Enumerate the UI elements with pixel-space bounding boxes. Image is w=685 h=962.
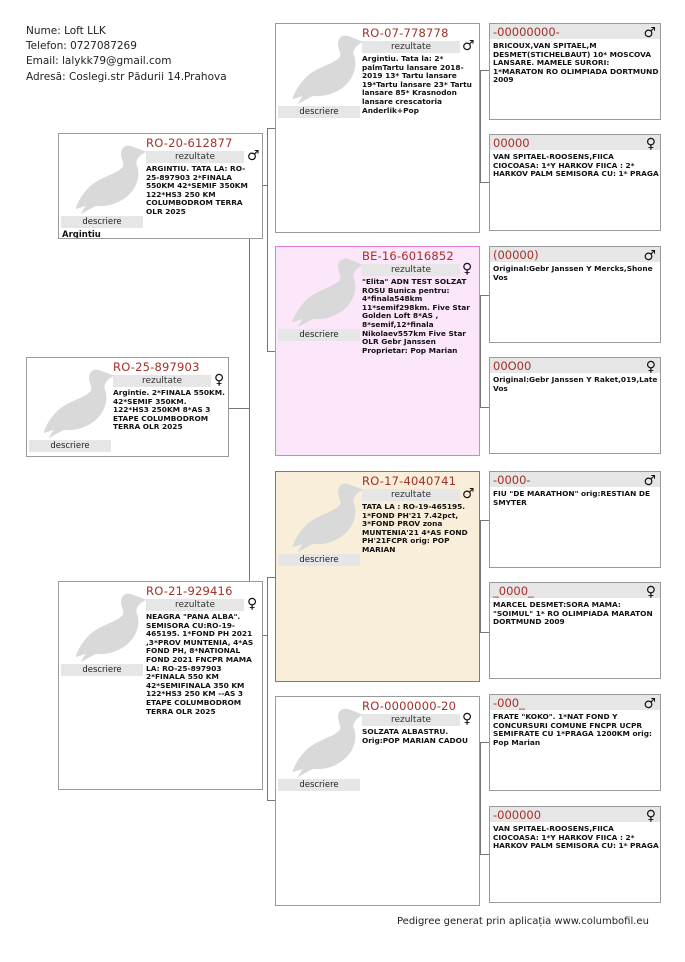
great-grandparent-card[interactable] (489, 357, 661, 454)
ring-number[interactable]: _0000_ (493, 584, 534, 598)
owner-info (26, 24, 227, 85)
male-icon: ♂ (643, 696, 656, 712)
ring-number[interactable]: RO-17-4040741 (362, 474, 457, 488)
male-icon: ♂ (462, 38, 475, 54)
pigeon-info: VAN SPITAEL-ROOSENS,FIICA CIOCOASA: 1*Y HARKOV FIICA : 2* HARKOV PALM SEMISORA CU: 1* PRAGA (493, 824, 659, 851)
ring-number[interactable]: RO-07-778778 (362, 26, 449, 40)
grandsire-maternal-card[interactable] (275, 471, 480, 682)
connector (229, 408, 249, 409)
connector (249, 185, 250, 635)
pigeon-info: VAN SPITAEL-ROOSENS,FIICA CIOCOASA: 1*Y HARKOV FIICA : 2* HARKOV PALM SEMISORA CU: 1* PRAGA (493, 152, 659, 179)
owner-phone: Telefon: 0727087269 (26, 40, 137, 53)
great-grandparent-card[interactable] (489, 246, 661, 343)
male-icon: ♂ (247, 148, 260, 164)
description-button[interactable]: descriere (278, 106, 360, 118)
granddam-maternal-card[interactable] (275, 696, 480, 906)
pigeon-info: Original:Gebr Janssen Y Mercks,Shone Vos (493, 264, 653, 282)
owner-name: Nume: Loft LLK (26, 25, 106, 37)
female-icon: ♀ (645, 808, 656, 824)
ring-number[interactable]: RO-20-612877 (146, 136, 233, 150)
results-button[interactable]: rezultate (146, 599, 244, 611)
pigeon-info: Original:Gebr Janssen Y Raket,019,Late Vos (493, 375, 658, 393)
pigeon-info: TATA LA : RO-19-465195. 1*FOND PH'21 7.42pct, 3*FOND PROV zona MUNTENIA'21 4*AS FOND PH'21FCPR orig: POP MARIAN (362, 502, 468, 554)
connector (267, 800, 275, 801)
connector (480, 182, 489, 183)
female-icon: ♀ (247, 596, 258, 612)
pigeon-info: SOLZATA ALBASTRU. Orig:POP MARIAN CADOU (362, 727, 468, 745)
ring-number[interactable]: 00000 (493, 136, 530, 150)
connector (480, 70, 489, 71)
description-button[interactable]: descriere (278, 554, 360, 566)
female-icon: ♀ (462, 261, 473, 277)
great-grandparent-card[interactable] (489, 694, 661, 791)
connector (480, 295, 489, 296)
ring-number[interactable]: (00000) (493, 248, 539, 262)
pigeon-info: Argintie. 2*FINALA 550KM. 42*SEMIF 350KM. 122*HS3 250KM 8*AS 3 ETAPE COLUMBODROM TERRA OLR 2025 (113, 388, 225, 432)
connector (480, 632, 489, 633)
connector (480, 742, 489, 743)
ring-number[interactable]: -00000000- (493, 25, 560, 39)
female-icon: ♀ (645, 584, 656, 600)
pigeon-info: BRICOUX,VAN SPITAEL,M DESMET(STICHELBAUT) 10* MOSCOVA LANSARE. MAMELE SURORI: 1*MARATON RO OLIMPIADA DORTMUND 2009 (493, 41, 659, 85)
female-icon: ♀ (214, 372, 225, 388)
ring-number[interactable]: 00O00 (493, 359, 532, 373)
footer-credit: Pedigree generat prin aplicația www.columbofil.eu (397, 916, 649, 927)
connector (267, 128, 268, 351)
pigeon-info: MARCEL DESMET:SORA MAMA: "SOIMUL" 1* RO OLIMPIADA MARATON DORTMUND 2009 (493, 600, 653, 627)
pigeon-info: ARGINTIU. TATA LA: RO-25-897903 2*FINALA 550KM 42*SEMIF 350KM 122*HS3 250 KM COLUMBODROM TERRA OLR 2025 (146, 164, 248, 216)
ring-number[interactable]: -000_ (493, 696, 525, 710)
color-label: Argintiu (62, 230, 101, 239)
connector (480, 295, 481, 407)
male-icon: ♂ (643, 248, 656, 264)
male-icon: ♂ (462, 486, 475, 502)
pigeon-info: FIU "DE MARATHON" orig:RESTIAN DE SMYTER (493, 489, 651, 507)
grandsire-paternal-card[interactable] (275, 23, 480, 233)
pigeon-info: Argintiu. Tata la: 2* palmTartu lansare 2018-2019 13* Tartu lansare 19*Tartu lansare 23* Tartu lansare 85* Krasnodon lansare crescatoria Anderlik+Pop (362, 54, 472, 115)
description-button[interactable]: descriere (278, 329, 360, 341)
connector (267, 351, 275, 352)
great-grandparent-card[interactable] (489, 23, 661, 120)
great-grandparent-card[interactable] (489, 471, 661, 568)
male-icon: ♂ (643, 25, 656, 41)
owner-address: Adresă: Coslegi.str Pădurii 14.Prahova (26, 70, 227, 83)
subject-card[interactable] (26, 357, 229, 457)
connector (480, 520, 489, 521)
connector (480, 407, 489, 408)
pigeon-info: "Elita" ADN TEST SOLZAT ROSU Bunica pentru: 4*finala548km 11*semif298km. Five Star Golden Loft 8*AS , 8*semif,12*finala Nikolaev557km Five Star OLR Gebr Janssen Proprietar: Pop Marian (362, 277, 470, 355)
female-icon: ♀ (462, 711, 473, 727)
connector (480, 854, 489, 855)
pigeon-info: NEAGRA "PANA ALBA". SEMISORA CU:RO-19-465195. 1*FOND PH 2021 ,3*PROV MUNTENIA, 4*AS FOND PH, 8*NATIONAL FOND 2021 FNCPR MAMA LA: RO-25-897903 2*FINALA 550 KM 42*SEMIFINALA 350 KM 122*HS3 250 KM --AS 3 ETAPE COLUMBODROM TERRA OLR 2025 (146, 612, 254, 716)
description-button[interactable]: descriere (61, 664, 143, 676)
female-icon: ♀ (645, 136, 656, 152)
results-button[interactable]: rezultate (362, 489, 460, 501)
results-button[interactable]: rezultate (113, 375, 211, 387)
results-button[interactable]: rezultate (146, 151, 244, 163)
granddam-paternal-card[interactable] (275, 246, 480, 456)
dam-card[interactable] (58, 581, 263, 790)
ring-number[interactable]: -0000- (493, 473, 531, 487)
sire-card[interactable] (58, 133, 263, 239)
connector (480, 742, 481, 854)
description-button[interactable]: descriere (278, 779, 360, 791)
owner-email: Email: lalykk79@gmail.com (26, 55, 172, 68)
connector (480, 520, 481, 632)
male-icon: ♂ (643, 473, 656, 489)
connector (267, 577, 268, 800)
results-button[interactable]: rezultate (362, 714, 460, 726)
connector (267, 577, 275, 578)
ring-number[interactable]: BE-16-6016852 (362, 249, 454, 263)
ring-number[interactable]: RO-0000000-20 (362, 699, 457, 713)
description-button[interactable]: descriere (61, 216, 143, 228)
ring-number[interactable]: RO-21-929416 (146, 584, 233, 598)
ring-number[interactable]: -000000 (493, 808, 542, 822)
description-button[interactable]: descriere (29, 440, 111, 452)
ring-number[interactable]: RO-25-897903 (113, 360, 200, 374)
connector (480, 70, 481, 182)
great-grandparent-card[interactable] (489, 806, 661, 903)
great-grandparent-card[interactable] (489, 582, 661, 679)
results-button[interactable]: rezultate (362, 264, 460, 276)
female-icon: ♀ (645, 359, 656, 375)
results-button[interactable]: rezultate (362, 41, 460, 53)
connector (267, 128, 275, 129)
great-grandparent-card[interactable] (489, 134, 661, 231)
pigeon-info: FRATE "KOKO". 1*NAT FOND Y CONCURSURI COMUNE FNCPR UCPR SEMIFRATE CU 1*PRAGA 1200KM orig: Pop Marian (493, 712, 652, 747)
